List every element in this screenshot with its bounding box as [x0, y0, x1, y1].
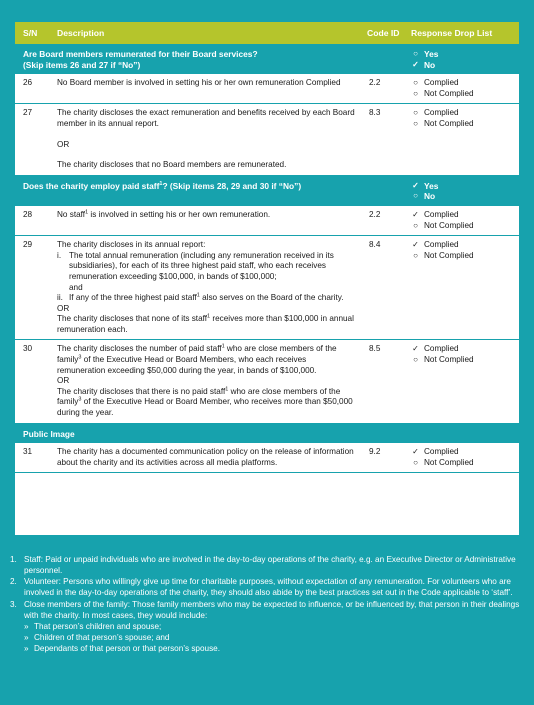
row-sn: 31	[15, 443, 49, 473]
row-description	[49, 236, 355, 340]
desc-text: who are close members of the family	[57, 344, 337, 365]
list-number: ii.	[57, 293, 63, 303]
check-icon: ✓	[412, 344, 419, 354]
table-row	[15, 104, 519, 175]
list-item	[57, 251, 355, 283]
desc-text: of the Executive Head or Board Members, who each receives remuneration exceeding $50,000 during the year, in bands of $100,000.	[57, 355, 317, 375]
list-item	[57, 283, 355, 294]
option-not-complied[interactable]	[411, 221, 519, 232]
footnotes	[10, 555, 525, 654]
row-sn: 26	[15, 74, 49, 104]
row-description: The charity has a documented communication policy on the release of information about the charity and its activities across all media platforms.	[49, 443, 355, 473]
footnote-item	[10, 555, 525, 576]
table-row	[15, 443, 519, 473]
or-label: OR	[57, 139, 70, 149]
bullet-text: Children of that person’s spouse; and	[34, 632, 170, 642]
row-sn: 28	[15, 206, 49, 236]
footnote-bullet	[10, 633, 525, 644]
desc-text: The charity discloses that none of its staff	[57, 314, 208, 324]
row-sn: 30	[15, 340, 49, 423]
row-code: 8.5	[355, 340, 407, 423]
section-paid-staff	[15, 175, 519, 206]
footnote-item	[10, 600, 525, 621]
desc-text: The charity discloses that there is no paid staff	[57, 386, 226, 396]
radio-empty-icon: ○	[413, 355, 418, 365]
option-label: Not Complied	[424, 355, 474, 365]
footnote-ref: 1	[196, 292, 200, 299]
option-label: Yes	[424, 49, 439, 59]
option-not-complied[interactable]	[411, 251, 519, 262]
governance-table	[15, 22, 519, 473]
check-icon: ✓	[412, 240, 419, 250]
radio-empty-icon: ○	[413, 457, 418, 467]
section-title: Are Board members remunerated for their Board services?	[23, 49, 258, 59]
desc-text: No staff	[57, 209, 86, 219]
footnote-text: Close members of the family: Those family members who may be expected to influence, or be influenced by, that person in their dealings with the charity. In most cases, they would include:	[24, 599, 520, 620]
row-response	[407, 74, 519, 104]
option-not-complied[interactable]	[411, 355, 519, 366]
header-code-id: Code ID	[355, 22, 407, 44]
footnote-ref: 1	[85, 209, 89, 216]
sub-list	[57, 251, 355, 304]
table-row	[15, 206, 519, 236]
footnote-ref: 1	[221, 343, 225, 350]
radio-empty-icon: ○	[413, 250, 418, 260]
option-label: Complied	[424, 344, 459, 354]
list-text: and	[69, 282, 83, 292]
radio-empty-icon: ○	[413, 220, 418, 230]
option-yes[interactable]	[411, 49, 519, 60]
option-label: Complied	[424, 447, 459, 457]
row-code: 8.3	[355, 104, 407, 175]
option-label: Complied	[424, 240, 459, 250]
list-number: i.	[57, 250, 62, 260]
section-title-text: Does the charity employ paid staff	[23, 180, 160, 191]
desc-paragraph: The charity discloses that no Board members are remunerated.	[57, 160, 287, 170]
desc-text: who are close members of the family	[57, 386, 341, 407]
footnote-ref: 1	[225, 386, 229, 393]
option-complied[interactable]	[411, 78, 519, 89]
radio-empty-icon: ○	[413, 78, 418, 88]
footnote-number: 3.	[10, 599, 17, 609]
header-sn: S/N	[15, 22, 49, 44]
row-sn: 29	[15, 236, 49, 340]
section-title: Public Image	[15, 423, 519, 443]
section-board-remuneration	[15, 44, 519, 74]
radio-empty-icon: ○	[413, 88, 418, 98]
option-label: No	[424, 59, 436, 70]
option-complied[interactable]	[411, 210, 519, 221]
table-row	[15, 236, 519, 340]
check-icon: ✓	[412, 59, 419, 69]
check-icon: ✓	[412, 209, 419, 219]
section-title-text: ? (Skip items 28, 29 and 30 if “No”)	[162, 180, 302, 191]
option-label: Not Complied	[424, 88, 474, 98]
option-label: Complied	[424, 78, 459, 88]
desc-paragraph: The charity discloses in its annual report:	[57, 240, 206, 250]
section-response	[407, 175, 519, 206]
option-label: Complied	[424, 209, 459, 219]
row-response	[407, 236, 519, 340]
desc-text: receives more than $100,000 in annual remuneration each.	[57, 314, 354, 334]
option-label: Not Complied	[424, 250, 474, 260]
or-label: OR	[57, 376, 70, 386]
row-response	[407, 206, 519, 236]
row-response	[407, 340, 519, 423]
radio-empty-icon: ○	[413, 108, 418, 118]
option-label: Not Complied	[424, 457, 474, 467]
section-response	[407, 44, 519, 74]
option-label: No	[424, 191, 436, 202]
row-response	[407, 104, 519, 175]
desc-paragraph: The charity discloses the exact remuneration and benefits received by each Board member in its annual report.	[57, 108, 355, 128]
option-label: Not Complied	[424, 118, 474, 128]
list-text: The total annual remuneration (including any remuneration received in its subsidiaries), for each of its three highest paid staff, who each receives remuneration exceeding $100,000, in bands of $100,000;	[69, 250, 334, 281]
option-complied[interactable]	[411, 240, 519, 251]
footnote-number: 1.	[10, 555, 17, 564]
footnote-item	[10, 577, 525, 598]
option-label: Complied	[424, 108, 459, 118]
option-yes[interactable]	[411, 181, 519, 192]
option-complied[interactable]	[411, 447, 519, 458]
section-public-image	[15, 423, 519, 443]
header-description: Description	[49, 22, 355, 44]
list-item	[57, 293, 355, 304]
row-sn: 27	[15, 104, 49, 175]
footnote-text: Volunteer: Persons who willingly give up time for charitable purposes, without expectation of any remuneration. For volunteers who are involved in the day-to-day operations of the charity, they should also abide by the best practices set out in the Code applicable to ‘staff’.	[24, 577, 513, 598]
option-no[interactable]	[411, 60, 519, 71]
footnote-ref: 3	[78, 354, 82, 361]
desc-paragraph	[57, 314, 355, 335]
section-title	[15, 175, 407, 206]
footnote-text: Staff: Paid or unpaid individuals who are involved in the day-to-day operations of the charity, e.g. an Executive Director or Administrative personnel.	[24, 555, 516, 575]
option-complied[interactable]	[411, 344, 519, 355]
section-subtitle: (Skip items 26 and 27 if “No”)	[23, 59, 141, 70]
row-description	[49, 104, 355, 175]
table-row	[15, 74, 519, 104]
list-text-part: If any of the three highest paid staff	[69, 293, 197, 303]
desc-text: of the Executive Head or Board Member, who receives more than $50,000 during the year.	[57, 397, 353, 418]
footnote-ref: 3	[78, 396, 82, 403]
footnote-ref: 1	[159, 180, 163, 187]
option-no[interactable]	[411, 191, 519, 202]
row-code: 9.2	[355, 443, 407, 473]
bullet-icon: »	[24, 643, 29, 653]
row-code: 8.4	[355, 236, 407, 340]
bullet-icon: »	[24, 622, 29, 632]
row-description: No Board member is involved in setting his or her own remuneration Complied	[49, 74, 355, 104]
or-label: OR	[57, 303, 70, 313]
row-description	[49, 340, 355, 423]
check-icon: ✓	[412, 447, 419, 457]
option-not-complied[interactable]	[411, 458, 519, 469]
footnote-bullet	[10, 622, 525, 633]
radio-empty-icon: ○	[413, 49, 418, 58]
row-response	[407, 443, 519, 473]
bullet-icon: »	[24, 632, 29, 642]
option-label: Not Complied	[424, 220, 474, 230]
table-header-row	[15, 22, 519, 44]
list-text	[69, 293, 343, 304]
desc-text: is involved in setting his or her own remuneration.	[88, 209, 271, 219]
desc-text: The charity discloses the number of paid staff	[57, 344, 222, 354]
footnote-bullet	[10, 644, 525, 655]
table-row	[15, 340, 519, 423]
footnote-ref: 1	[207, 313, 211, 320]
bullet-text: That person’s children and spouse;	[34, 622, 162, 632]
list-text-part: also serves on the Board of the charity.	[199, 293, 344, 303]
header-response: Response Drop List	[407, 22, 519, 44]
radio-empty-icon: ○	[413, 118, 418, 128]
footnote-number: 2.	[10, 577, 17, 587]
option-complied[interactable]	[411, 108, 519, 119]
check-icon: ✓	[412, 180, 419, 190]
row-code: 2.2	[355, 74, 407, 104]
option-label: Yes	[424, 180, 439, 191]
option-not-complied[interactable]	[411, 119, 519, 130]
row-description	[49, 206, 355, 236]
bullet-text: Dependants of that person or that person’s spouse.	[34, 643, 221, 653]
row-code: 2.2	[355, 206, 407, 236]
checklist-card	[15, 22, 519, 535]
desc-paragraph	[57, 344, 355, 376]
radio-empty-icon: ○	[413, 191, 418, 201]
option-not-complied[interactable]	[411, 89, 519, 100]
desc-paragraph	[57, 387, 355, 419]
